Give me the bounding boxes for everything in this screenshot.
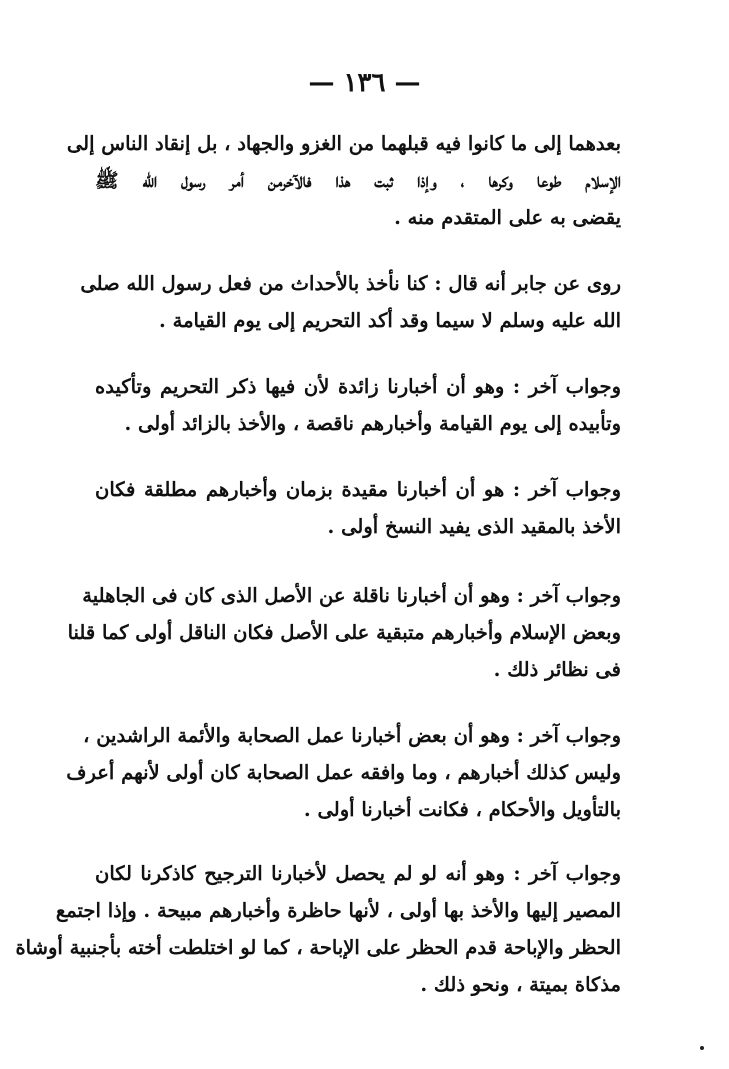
paragraph-4 [95,471,621,545]
paragraph-3 [95,368,621,442]
text-line: مذكاة بميتة ، ونحو ذلك . [420,973,621,996]
text-line: وتأبيده إلى يوم القيامة وأخبارهم ناقصة ، والأخذ بالزائد أولى . [124,412,621,435]
text-line: وجواب آخر : وهو أنه لو لم يحصل لأخبارنا الترجيح كاذكرنا لكان [95,862,621,885]
text-line: وجواب آخر : وهو أن بعض أخبارنا عمل الصحابة والأئمة الراشدين ، [83,724,621,747]
text-line: وجواب آخر : وهو أن أخبارنا زائدة لأن فيها ذكر التحريم وتأكيده [95,375,621,398]
text-line: الأخذ بالمقيد الذى يفيد النسخ أولى . [327,515,621,538]
text-line: روى عن جابر أنه قال : كنا نأخذ بالأحداث من فعل رسول الله صلى [80,272,621,295]
page-number: — ١٣٦ — [308,68,421,98]
text-line: بعدهما إلى ما كانوا فيه قبلهما من الغزو والجهاد ، بل إنقاد الناس إلى [66,132,621,155]
paragraph-2 [80,265,621,339]
text-line: وجواب آخر : وهو أن أخبارنا ناقلة عن الأصل الذى كان فى الجاهلية [82,584,621,607]
paragraph-7 [15,855,621,1003]
text-line: الحظر والإباحة قدم الحظر على الإباحة ، كما لو اختلطت أخته بأجنبية أوشاة [15,936,621,959]
text-line: الله عليه وسلم لا سيما وقد أكد التحريم إلى يوم القيامة . [159,309,621,332]
text-line: الإسلام طوعا وكرها ، وإذا ثبت هذا فالآخرمن أمر رسول الله ﷺ [95,169,621,192]
text-line: وبعض الإسلام وأخبارهم متبقية على الأصل فكان الناقل أولى كما قلنا [67,621,621,644]
text-line: المصير إليها والأخذ بها أولى ، لأنها حاظرة وأخبارهم مبيحة . وإذا اجتمع [55,899,621,922]
text-line: فى نظائر ذلك . [493,658,621,681]
paragraph-5 [67,577,621,688]
text-line: وليس كذلك أخبارهم ، وما وافقه عمل الصحابة كان أولى لأنهم أعرف [66,761,621,784]
paragraph-6 [66,717,621,828]
text-line: وجواب آخر : هو أن أخبارنا مقيدة بزمان وأخبارهم مطلقة فكان [95,478,621,501]
text-line: بالتأويل والأحكام ، فكانت أخبارنا أولى . [303,798,621,821]
paragraph-1 [66,125,621,236]
scan-speck [700,1046,704,1050]
text-line: يقضى به على المتقدم منه . [394,206,621,229]
